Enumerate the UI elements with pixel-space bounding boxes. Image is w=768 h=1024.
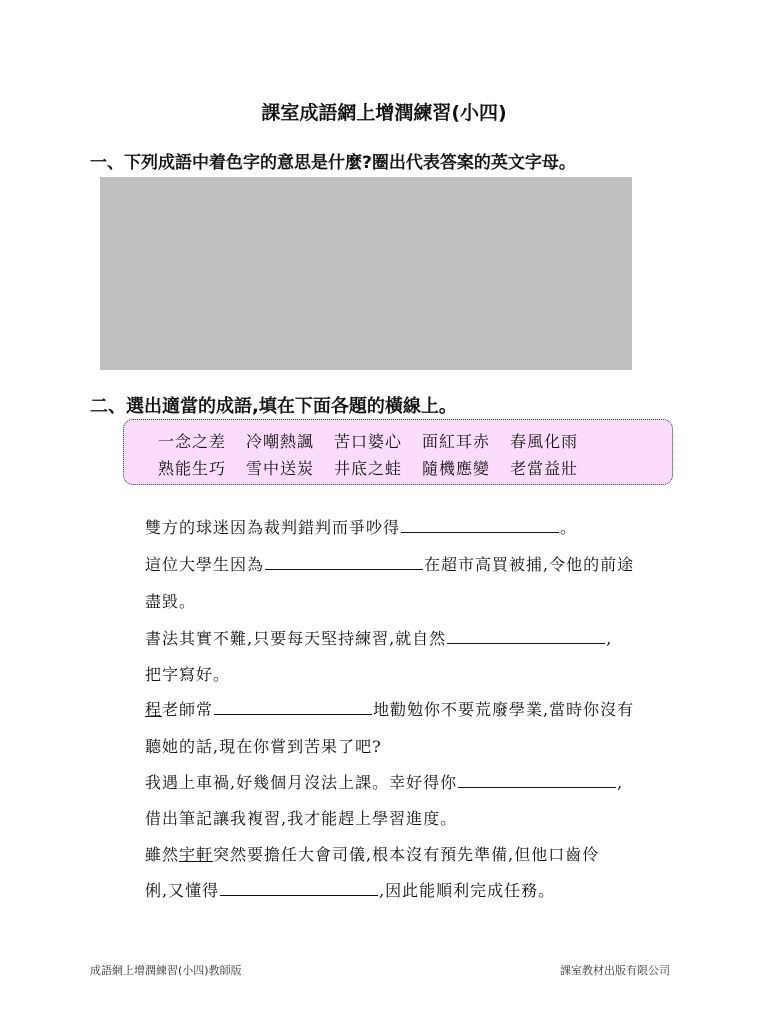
idiom-item: 隨機應變 xyxy=(422,459,491,478)
idiom-item: 熟能生巧 xyxy=(158,459,227,478)
footer-left: 成語網上增潤練習(小四)教師版 xyxy=(90,964,242,977)
question-6: 雖然宇軒突然要擔任大會司儀,根本沒有預先準備,但他口齒伶 xyxy=(145,845,600,864)
answer-blank-5[interactable] xyxy=(458,771,616,788)
footer-right: 課室教材出版有限公司 xyxy=(560,964,670,977)
idiom-item: 冷嘲熱諷 xyxy=(246,432,315,451)
section1-heading: 一、下列成語中着色字的意思是什麼?圈出代表答案的英文字母。 xyxy=(90,153,576,173)
answer-blank-1[interactable] xyxy=(401,516,559,533)
question-5: 我遇上車禍,好幾個月沒法上課。幸好得你 , xyxy=(145,773,624,792)
person-name: 宇軒 xyxy=(179,845,214,864)
idiom-item: 苦口婆心 xyxy=(334,432,403,451)
idiom-item: 老當益壯 xyxy=(510,459,579,478)
redacted-exercise-area xyxy=(100,177,632,370)
idiom-item: 面紅耳赤 xyxy=(422,432,491,451)
question-3-cont: 把字寫好。 xyxy=(145,665,231,684)
idiom-item: 一念之差 xyxy=(158,432,227,451)
page-title: 課室成語網上增潤練習(小四) xyxy=(261,102,507,124)
question-3: 書法其實不難,只要每天堅持練習,就自然 , xyxy=(145,629,613,648)
question-5-cont: 借出筆記讓我複習,我才能趕上學習進度。 xyxy=(145,809,458,828)
question-4-cont: 聽她的話,現在你嘗到苦果了吧? xyxy=(145,737,382,756)
idiom-row-1 xyxy=(158,429,598,452)
question-6-cont: 俐,又懂得 ,因此能順利完成任務。 xyxy=(145,881,556,900)
section2-heading: 二、選出適當的成語,填在下面各題的橫線上。 xyxy=(90,396,457,417)
answer-blank-4[interactable] xyxy=(214,698,372,715)
question-1: 雙方的球迷因為裁判錯判而爭吵得 。 xyxy=(145,518,578,537)
idiom-item: 雪中送炭 xyxy=(246,459,315,478)
question-2: 這位大學生因為 在超市高買被捕,令他的前途 xyxy=(145,555,635,574)
person-name: 程 xyxy=(145,700,163,719)
answer-blank-2[interactable] xyxy=(265,553,423,570)
idiom-item: 井底之蛙 xyxy=(334,459,403,478)
idiom-row-2 xyxy=(158,456,598,479)
answer-blank-3[interactable] xyxy=(447,627,605,644)
idiom-word-bank xyxy=(123,419,673,485)
question-4: 程老師常 地勸勉你不要荒廢學業,當時你沒有 xyxy=(145,700,635,719)
answer-blank-6[interactable] xyxy=(220,879,378,896)
question-2-cont: 盡毀。 xyxy=(145,592,197,611)
idiom-item: 春風化雨 xyxy=(510,432,579,451)
